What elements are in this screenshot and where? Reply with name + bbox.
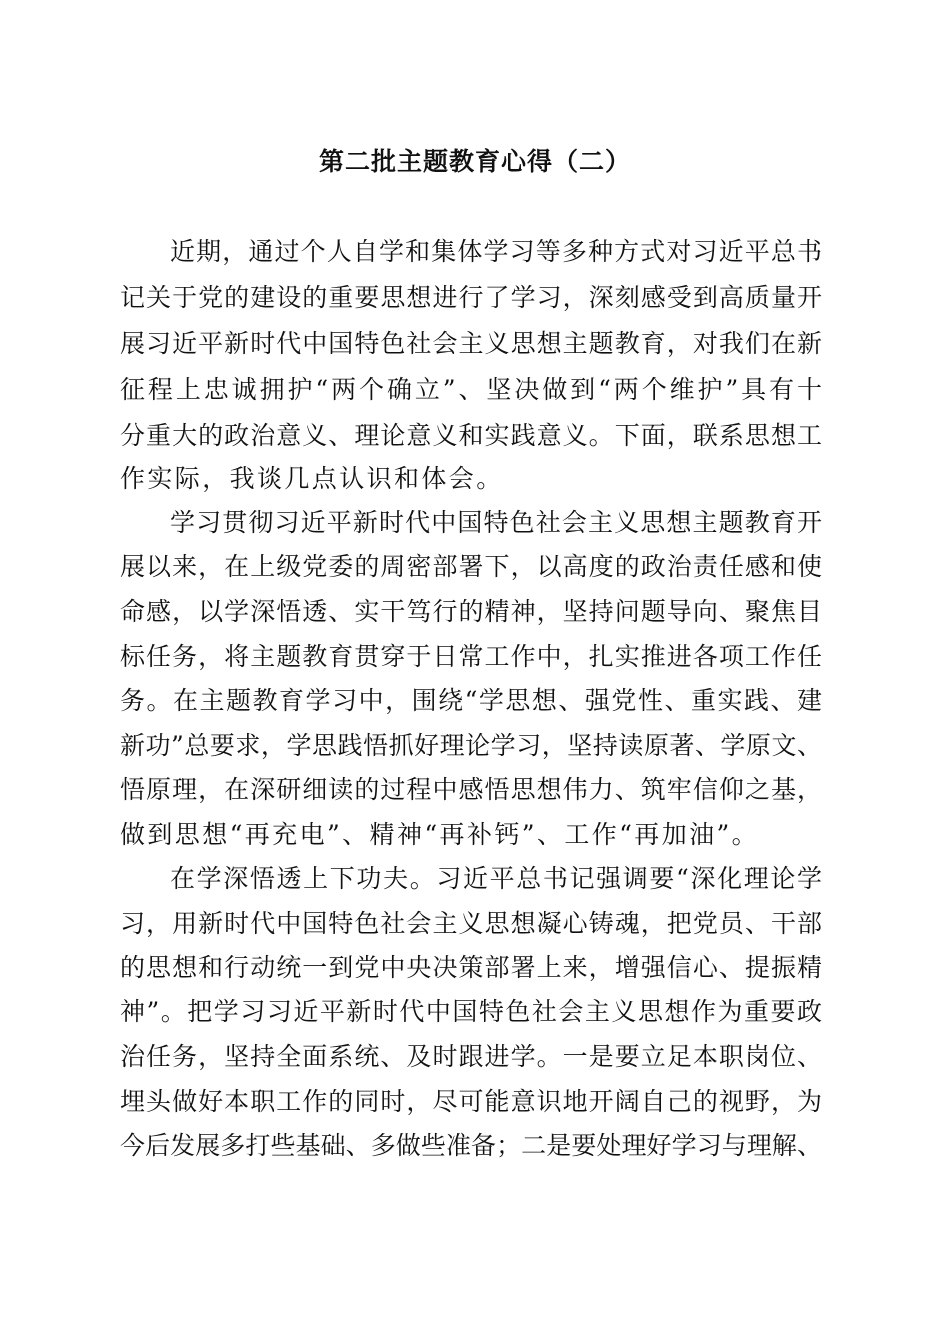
paragraph-1-line-4: 征程上忠诚拥护“两个确立”、坚决做到“两个维护”具有十 xyxy=(120,375,822,404)
paragraph-3-line-5: 治任务，坚持全面系统、及时跟进学。一是要立足本职岗位、 xyxy=(120,1042,822,1071)
paragraph-2-line-6: 新功”总要求，学思践悟抓好理论学习，坚持读原著、学原文、 xyxy=(120,731,822,760)
paragraph-2-line-4: 标任务，将主题教育贯穿于日常工作中，扎实推进各项工作任 xyxy=(120,642,822,671)
paragraph-2-line-5: 务。在主题教育学习中，围绕“学思想、强党性、重实践、建 xyxy=(120,686,822,715)
paragraph-3-line-2: 习，用新时代中国特色社会主义思想凝心铸魂，把党员、干部 xyxy=(120,909,822,938)
paragraph-3-line-7: 今后发展多打些基础、多做些准备；二是要处理好学习与理解、 xyxy=(120,1131,822,1160)
paragraph-2-line-3: 命感，以学深悟透、实干笃行的精神，坚持问题导向、聚焦目 xyxy=(120,597,822,626)
document-title: 第二批主题教育心得（二） xyxy=(318,147,631,176)
paragraph-1-line-3: 展习近平新时代中国特色社会主义思想主题教育，对我们在新 xyxy=(120,329,822,358)
paragraph-2-line-2: 展以来，在上级党委的周密部署下，以高度的政治责任感和使 xyxy=(120,552,822,581)
paragraph-3-line-4: 神”。把学习习近平新时代中国特色社会主义思想作为重要政 xyxy=(120,997,822,1026)
paragraph-3-line-6: 埋头做好本职工作的同时，尽可能意识地开阔自己的视野，为 xyxy=(120,1087,822,1116)
paragraph-1-line-6: 作实际，我谈几点认识和体会。 xyxy=(120,464,504,493)
paragraph-2-line-7: 悟原理，在深研细读的过程中感悟思想伟力、筑牢信仰之基， xyxy=(120,775,822,804)
paragraph-1-line-1: 近期，通过个人自学和集体学习等多种方式对习近平总书 xyxy=(170,237,822,266)
paragraph-3-line-1: 在学深悟透上下功夫。习近平总书记强调要“深化理论学 xyxy=(170,864,822,893)
paragraph-2-line-1: 学习贯彻习近平新时代中国特色社会主义思想主题教育开 xyxy=(170,508,822,537)
paragraph-3-line-3: 的思想和行动统一到党中央决策部署上来，增强信心、提振精 xyxy=(120,953,822,982)
paragraph-1-line-5: 分重大的政治意义、理论意义和实践意义。下面，联系思想工 xyxy=(120,421,822,450)
paragraph-1-line-2: 记关于党的建设的重要思想进行了学习，深刻感受到高质量开 xyxy=(120,283,822,312)
paragraph-2-line-8: 做到思想“再充电”、精神“再补钙”、工作“再加油”。 xyxy=(120,820,760,849)
